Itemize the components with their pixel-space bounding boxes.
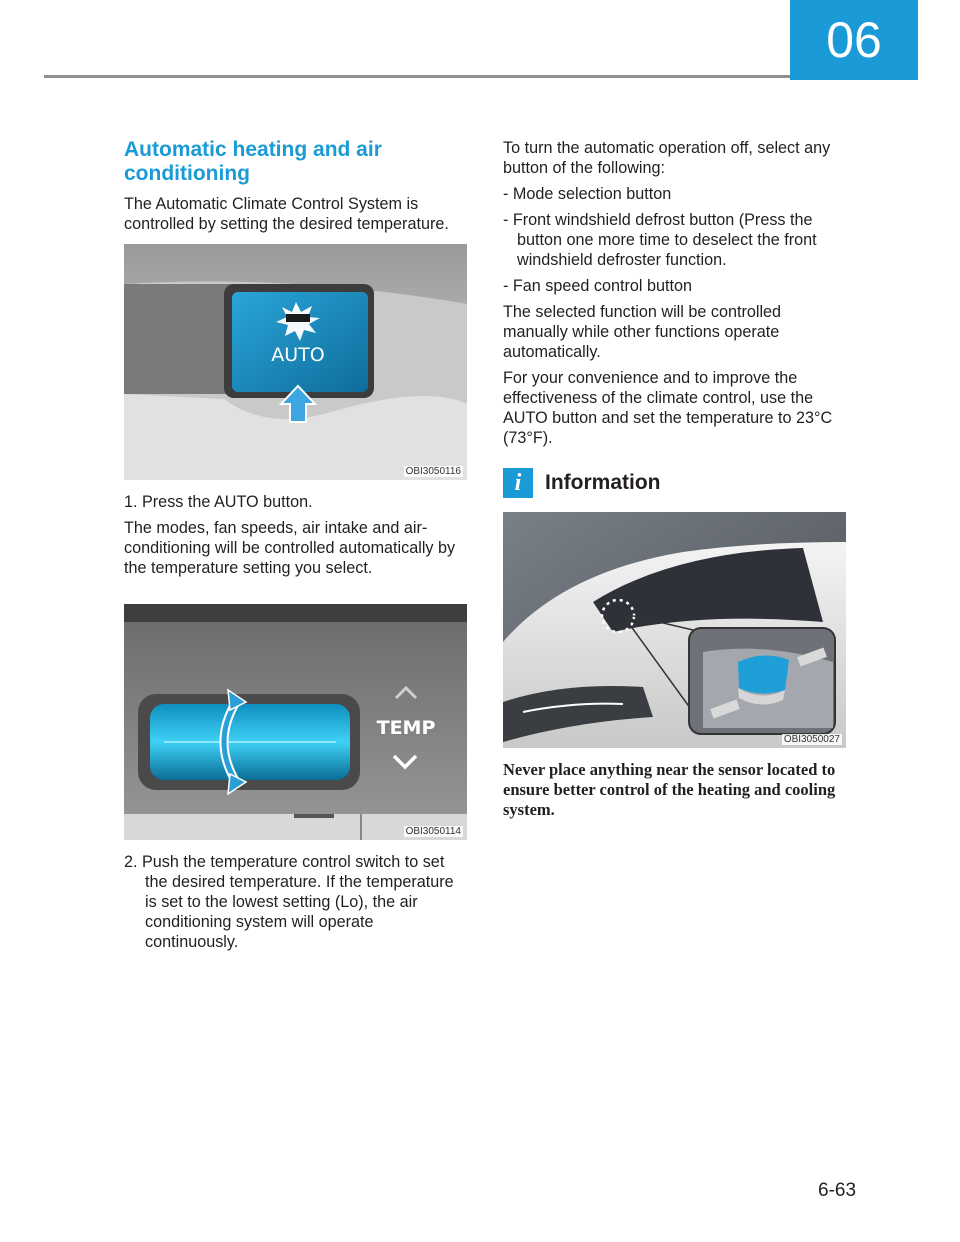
information-title: Information [545, 471, 661, 494]
figure-code: OBI3050027 [783, 734, 840, 745]
manual-text: The selected function will be controlled manually while other functions operate automatically. [503, 303, 782, 361]
information-icon: i [503, 468, 533, 498]
step-1-body: The modes, fan speeds, air intake and air-conditioning will be controlled automatically by the temperature setting you select. [124, 519, 456, 577]
step-2: 2. Push the temperature control switch to set the desired temperature. If the temperature is set to the lowest setting (Lo), the air conditioning system will operate continuously. [124, 853, 454, 951]
convenience-text: For your convenience and to improve the effectiveness of the climate control, use the AUTO button and set the temperature to 23°C (73°F). [503, 369, 833, 447]
intro-text: The Automatic Climate Control System is controlled by setting the desired temperature. [124, 195, 449, 233]
step-1: 1. Press the AUTO button. [124, 493, 313, 511]
header-rule [44, 75, 790, 78]
sensor-note: Never place anything near the sensor located to ensure better control of the heating and cooling system. [503, 760, 836, 819]
list-item: - Mode selection button [503, 185, 672, 203]
figure-temp-switch [124, 604, 467, 840]
temp-label: TEMP [376, 717, 436, 739]
auto-off-text: To turn the automatic operation off, select any button of the following: [503, 139, 831, 177]
figure-code: OBI3050116 [405, 466, 461, 477]
figure-code: OBI3050114 [405, 826, 461, 837]
section-title: Automatic heating and air conditioning [124, 138, 382, 185]
auto-button-illustration [124, 244, 467, 480]
information-heading [503, 468, 848, 498]
car-sensor-illustration [503, 512, 846, 748]
left-column [124, 138, 469, 958]
figure-sensor [503, 512, 846, 748]
auto-label: AUTO [271, 344, 325, 366]
temp-switch-illustration [124, 604, 467, 840]
chapter-tab: 06 [790, 0, 918, 80]
right-column [503, 138, 848, 826]
figure-auto-button [124, 244, 467, 480]
list-item: - Front windshield defrost button (Press the button one more time to deselect the front windshield defroster function. [503, 211, 817, 269]
list-item: - Fan speed control button [503, 277, 692, 295]
page-number: 6-63 [818, 1180, 857, 1201]
